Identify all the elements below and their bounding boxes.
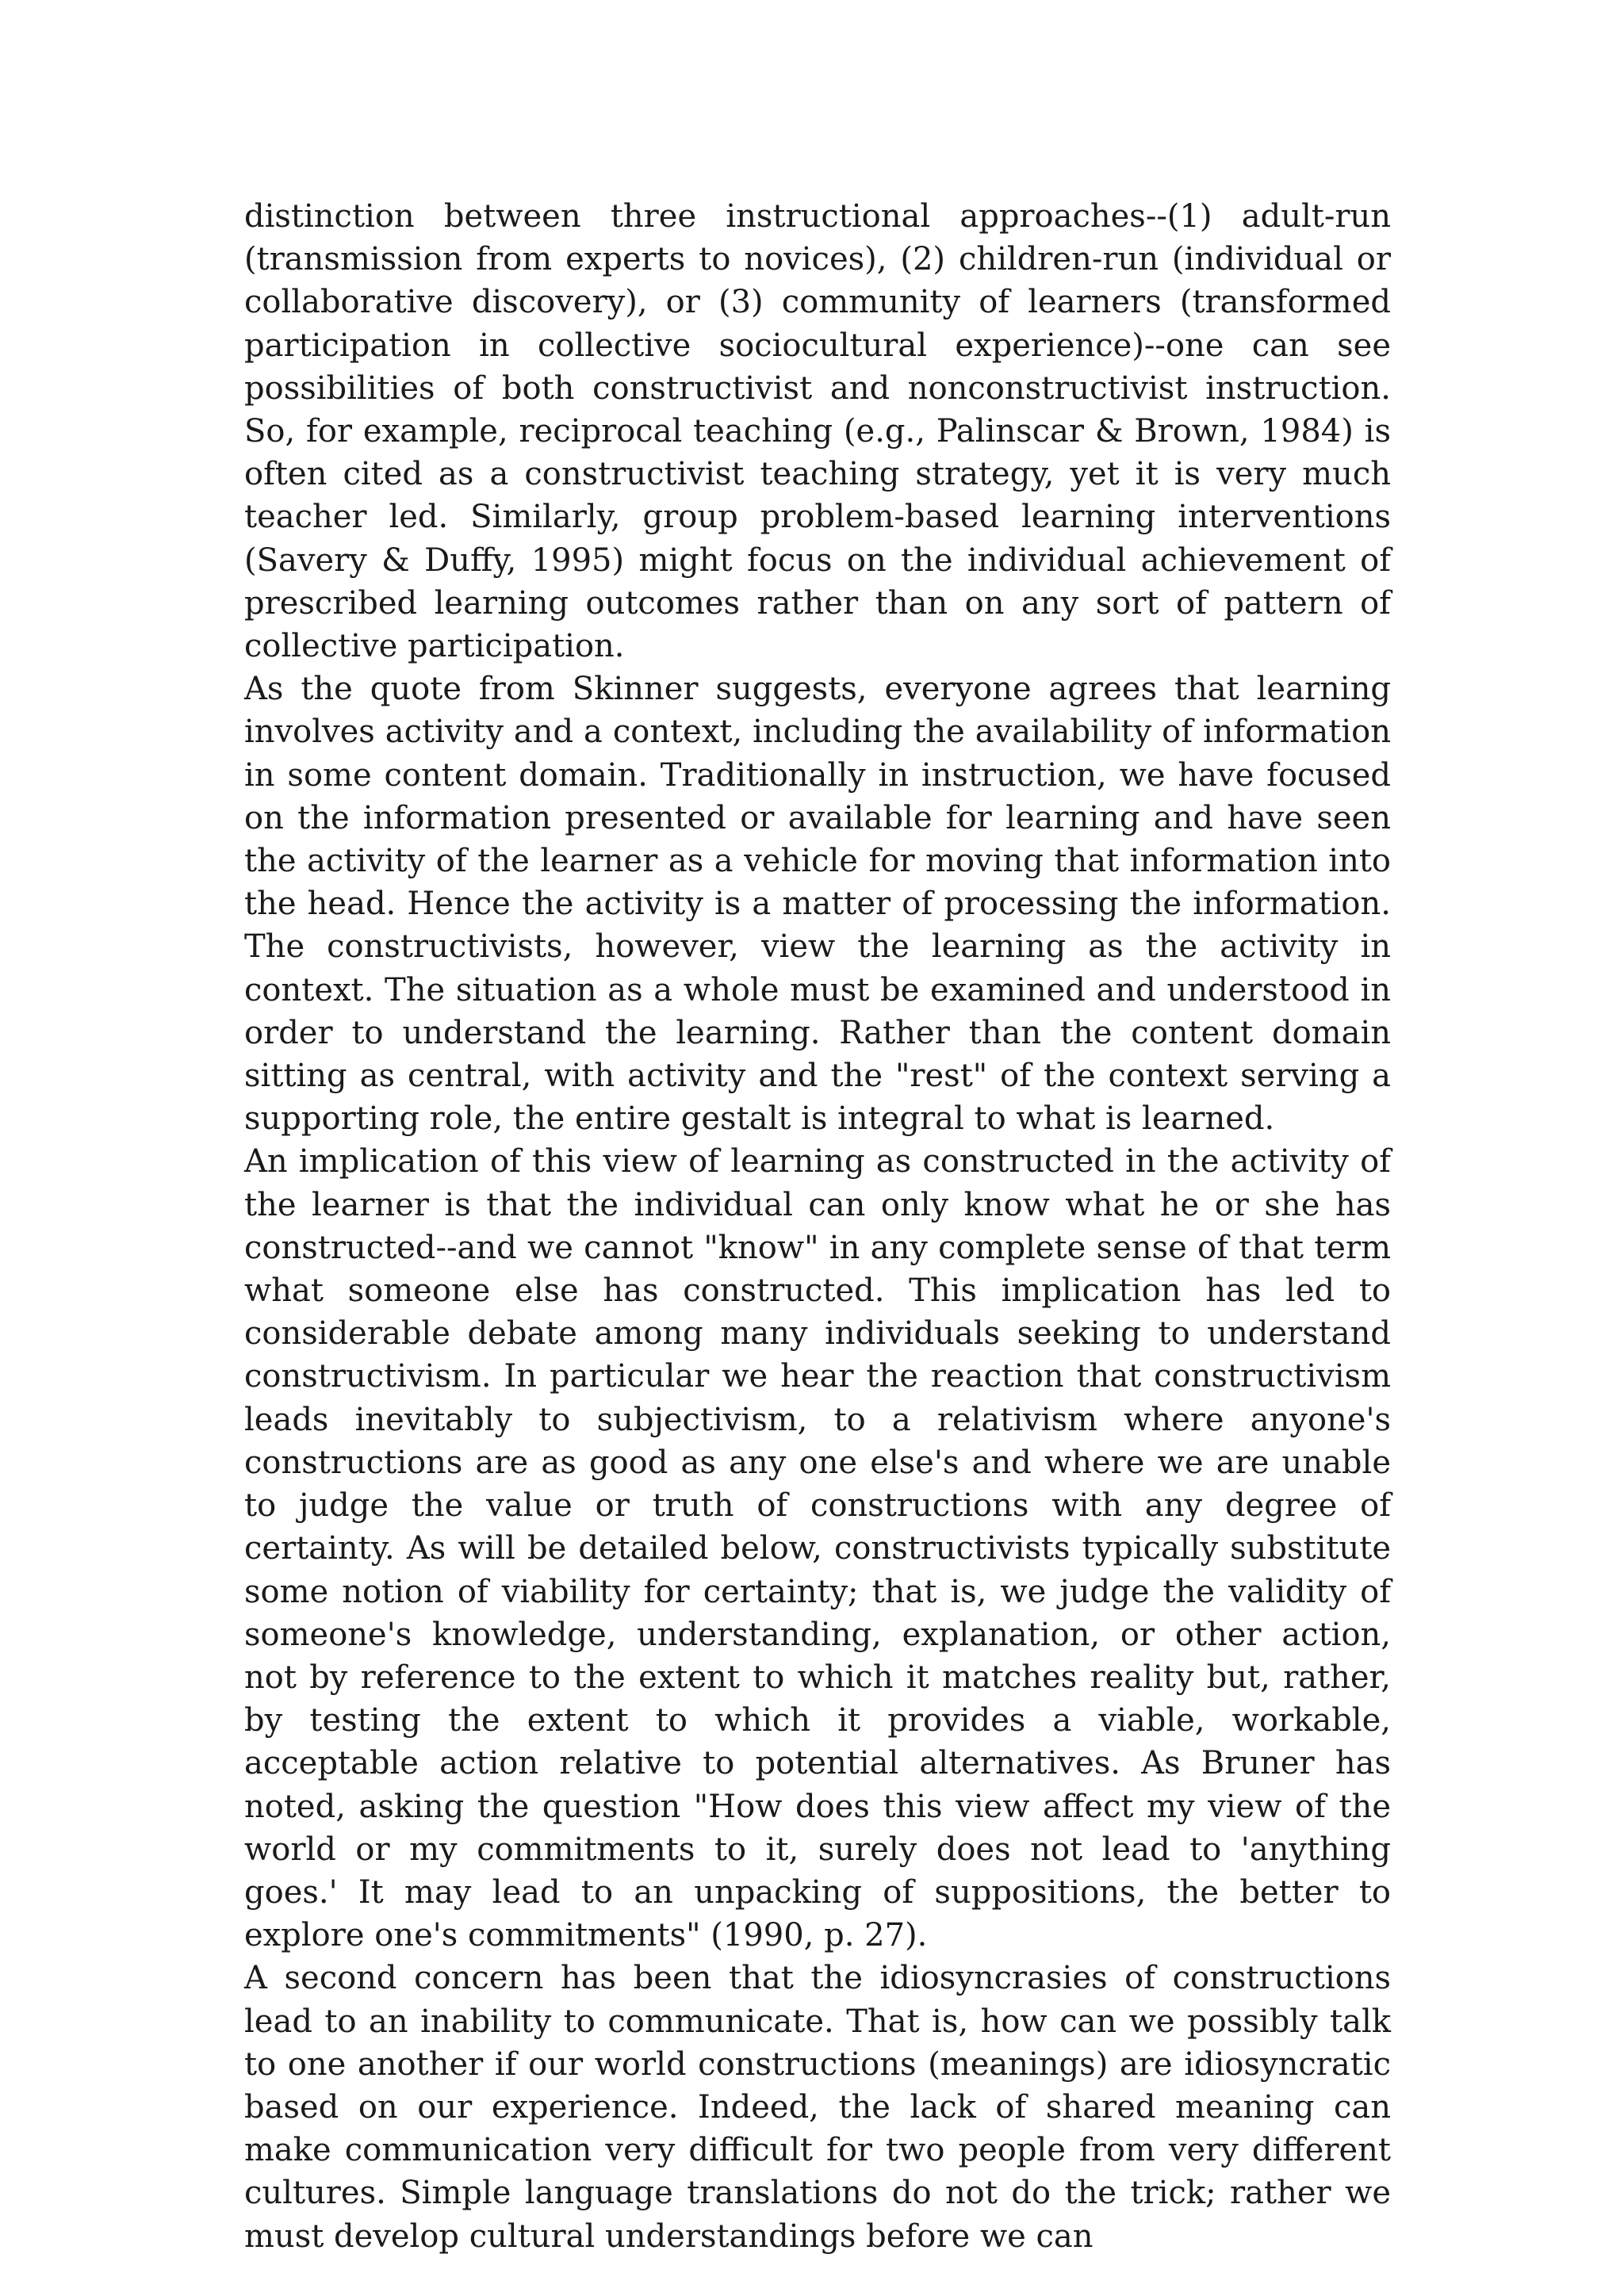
paragraph-communication-concern: A second concern has been that the idiosyncrasies of constructions lead to an inability to communicate. That is, how can we possibly talk to one another if our world constructions (meanings) are idiosyncratic based on our experience. Indeed, the lack of shared meaning can make communication very difficult for two people from very different cultures. Simple language translations do not do the trick; rather we must develop cultural understandings before we can <box>244 1960 1391 2255</box>
body-text <box>244 195 1391 2258</box>
paragraph-subjectivism-viability: An implication of this view of learning as constructed in the activity of the learner is that the individual can only know what he or she has constructed--and we cannot "know" in any complete sense of that term what someone else has constructed. This implication has led to considerable debate among many individuals seeking to understand constructivism. In particular we hear the reaction that constructivism leads inevitably to subjectivism, to a relativism where anyone's constructions are as good as any one else's and where we are unable to judge the value or truth of constructions with any degree of certainty. As will be detailed below, constructivists typically substitute some notion of viability for certainty; that is, we judge the validity of someone's knowledge, understanding, explanation, or other action, not by reference to the extent to which it matches reality but, rather, by testing the extent to which it provides a viable, workable, acceptable action relative to potential alternatives. As Bruner has noted, asking the question "How does this view affect my view of the world or my commitments to it, surely does not lead to 'anything goes.' It may lead to an unpacking of suppositions, the better to explore one's commitments" (1990, p. 27). <box>244 1143 1391 1954</box>
paragraph-instructional-approaches: distinction between three instructional approaches--(1) adult-run (transmission from experts to novices), (2) children-run (individual or collaborative discovery), or (3) community of learners (transformed participation in collective sociocultural experience)--one can see possibilities of both constructivist and nonconstructivist instruction. So, for example, reciprocal teaching (e.g., Palinscar & Brown, 1984) is often cited as a constructivist teaching strategy, yet it is very much teacher led. Similarly, group problem-based learning interventions (Savery & Duffy, 1995) might focus on the individual achievement of prescribed learning outcomes rather than on any sort of pattern of collective participation. <box>244 198 1391 665</box>
paragraph-learning-activity-context: As the quote from Skinner suggests, everyone agrees that learning involves activity and a context, including the availability of information in some content domain. Traditionally in instruction, we have focused on the information presented or available for learning and have seen the activity of the learner as a vehicle for moving that information into the head. Hence the activity is a matter of processing the information. The constructivists, however, view the learning as the activity in context. The situation as a whole must be examined and understood in order to understand the learning. Rather than the content domain sitting as central, with activity and the "rest" of the context serving a supporting role, the entire gestalt is integral to what is learned. <box>244 671 1391 1138</box>
